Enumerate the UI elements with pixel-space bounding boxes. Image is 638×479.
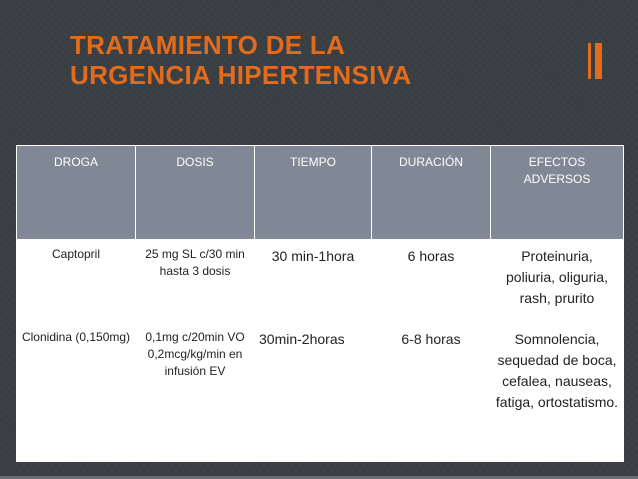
decorative-bars-icon xyxy=(588,43,602,79)
cell-tiempo: 30 min-1hora xyxy=(255,240,372,323)
slide-title xyxy=(70,30,411,90)
cell-dosis: 0,1mg c/20min VO 0,2mcg/kg/min en infusión EV xyxy=(136,323,255,462)
table-row xyxy=(17,240,624,323)
cell-droga: Clonidina (0,150mg) xyxy=(17,323,136,462)
treatment-table xyxy=(16,145,624,462)
cell-tiempo: 30min-2horas xyxy=(255,323,372,462)
title-line-2: URGENCIA HIPERTENSIVA xyxy=(70,60,412,90)
table-row xyxy=(17,323,624,462)
header-droga: DROGA xyxy=(17,146,136,240)
thick-bar xyxy=(595,43,602,79)
cell-duracion: 6 horas xyxy=(372,240,491,323)
cell-dosis: 25 mg SL c/30 min hasta 3 dosis xyxy=(136,240,255,323)
header-dosis: DOSIS xyxy=(136,146,255,240)
header-duracion: DURACIÓN xyxy=(372,146,491,240)
header-tiempo: TIEMPO xyxy=(255,146,372,240)
thin-bar xyxy=(588,43,591,79)
cell-droga: Captopril xyxy=(17,240,136,323)
header-efectos: EFECTOS ADVERSOS xyxy=(491,146,624,240)
cell-efectos: Proteinuria, poliuria, oliguria, rash, prurito xyxy=(491,240,624,323)
table-header-row xyxy=(17,146,624,240)
cell-duracion: 6-8 horas xyxy=(372,323,491,462)
cell-efectos: Somnolencia, sequedad de boca, cefalea, nauseas, fatiga, ortostatismo. xyxy=(491,323,624,462)
title-line-1: TRATAMIENTO DE LA xyxy=(70,30,346,60)
